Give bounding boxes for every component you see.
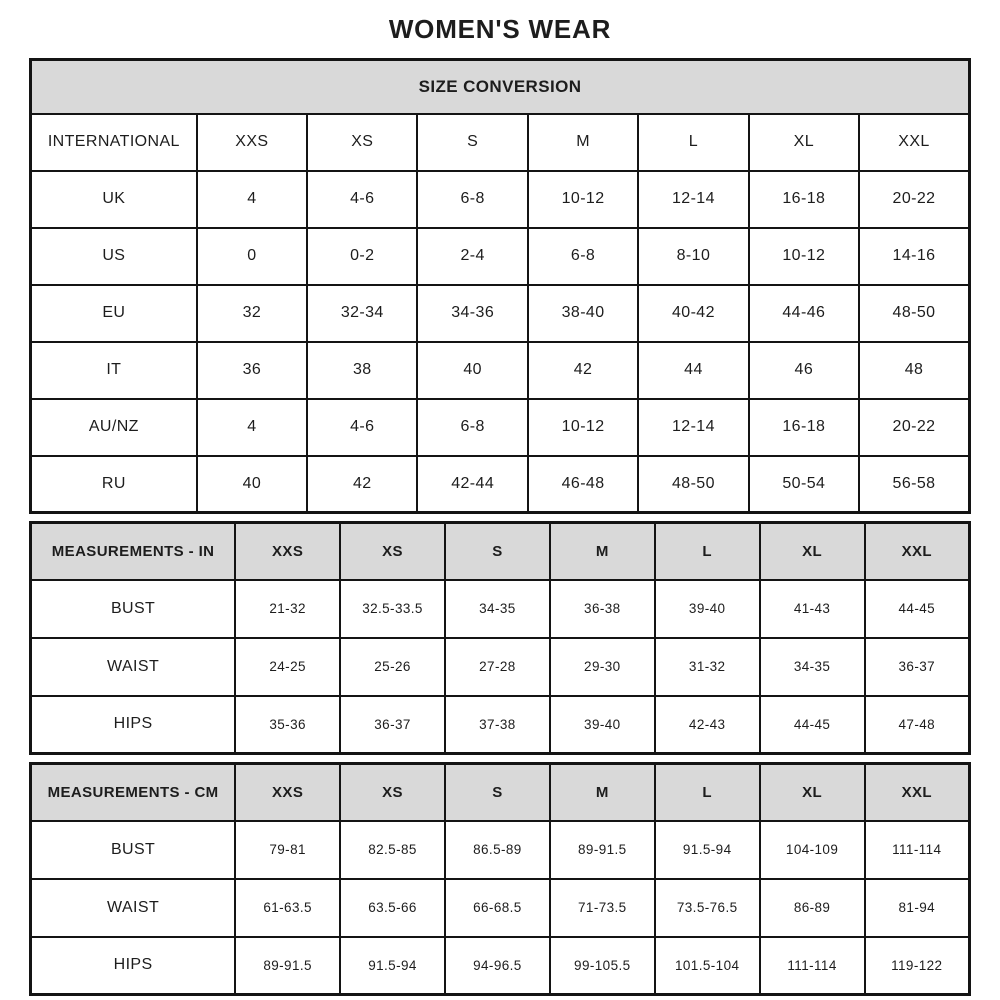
table-row bbox=[31, 821, 970, 879]
value-cell: 10-12 bbox=[528, 171, 638, 228]
value-cell: 42 bbox=[307, 456, 417, 513]
value-cell: 86.5-89 bbox=[445, 821, 550, 879]
value-cell: 16-18 bbox=[749, 399, 859, 456]
row-label: AU/NZ bbox=[31, 399, 197, 456]
value-cell: 2-4 bbox=[417, 228, 527, 285]
value-cell: 89-91.5 bbox=[550, 821, 655, 879]
value-cell: 86-89 bbox=[760, 879, 865, 937]
value-cell: 44-45 bbox=[760, 696, 865, 754]
value-cell: 34-36 bbox=[417, 285, 527, 342]
value-cell: 24-25 bbox=[235, 638, 340, 696]
value-cell: 36-38 bbox=[550, 580, 655, 638]
column-header-label: MEASUREMENTS - CM bbox=[31, 764, 236, 821]
table-header-row bbox=[31, 764, 970, 821]
row-label: RU bbox=[31, 456, 197, 513]
value-cell: 111-114 bbox=[760, 937, 865, 995]
value-cell: 39-40 bbox=[550, 696, 655, 754]
column-header-label: MEASUREMENTS - IN bbox=[31, 523, 236, 580]
column-header-label: INTERNATIONAL bbox=[31, 114, 197, 171]
size-column-header: M bbox=[550, 764, 655, 821]
size-column-header: XL bbox=[749, 114, 859, 171]
table-row bbox=[31, 638, 970, 696]
value-cell: 6-8 bbox=[417, 399, 527, 456]
row-label: BUST bbox=[31, 580, 236, 638]
value-cell: 36-37 bbox=[865, 638, 970, 696]
table-row bbox=[31, 937, 970, 995]
value-cell: 39-40 bbox=[655, 580, 760, 638]
value-cell: 32 bbox=[197, 285, 307, 342]
value-cell: 48-50 bbox=[638, 456, 748, 513]
value-cell: 20-22 bbox=[859, 399, 969, 456]
size-column-header: XXL bbox=[865, 764, 970, 821]
table-header-row bbox=[31, 523, 970, 580]
value-cell: 47-48 bbox=[865, 696, 970, 754]
size-column-header: S bbox=[417, 114, 527, 171]
value-cell: 14-16 bbox=[859, 228, 969, 285]
value-cell: 12-14 bbox=[638, 399, 748, 456]
row-label: WAIST bbox=[31, 638, 236, 696]
value-cell: 101.5-104 bbox=[655, 937, 760, 995]
size-conversion-table bbox=[29, 58, 971, 514]
value-cell: 40-42 bbox=[638, 285, 748, 342]
value-cell: 46 bbox=[749, 342, 859, 399]
value-cell: 119-122 bbox=[865, 937, 970, 995]
row-label: HIPS bbox=[31, 937, 236, 995]
table-row bbox=[31, 342, 970, 399]
table-title: SIZE CONVERSION bbox=[31, 60, 970, 114]
value-cell: 25-26 bbox=[340, 638, 445, 696]
value-cell: 44 bbox=[638, 342, 748, 399]
value-cell: 0 bbox=[197, 228, 307, 285]
value-cell: 42-44 bbox=[417, 456, 527, 513]
value-cell: 10-12 bbox=[528, 399, 638, 456]
value-cell: 32-34 bbox=[307, 285, 417, 342]
value-cell: 71-73.5 bbox=[550, 879, 655, 937]
size-column-header: XXS bbox=[235, 523, 340, 580]
value-cell: 36 bbox=[197, 342, 307, 399]
table-row bbox=[31, 228, 970, 285]
table-row bbox=[31, 285, 970, 342]
measurements-in-table bbox=[29, 521, 971, 755]
table-title-row bbox=[31, 60, 970, 114]
size-column-header: S bbox=[445, 764, 550, 821]
table-row bbox=[31, 879, 970, 937]
value-cell: 82.5-85 bbox=[340, 821, 445, 879]
value-cell: 42 bbox=[528, 342, 638, 399]
table-row bbox=[31, 399, 970, 456]
value-cell: 32.5-33.5 bbox=[340, 580, 445, 638]
value-cell: 6-8 bbox=[528, 228, 638, 285]
size-column-header: M bbox=[550, 523, 655, 580]
table-row bbox=[31, 456, 970, 513]
value-cell: 37-38 bbox=[445, 696, 550, 754]
table-row bbox=[31, 580, 970, 638]
size-column-header: XXS bbox=[235, 764, 340, 821]
value-cell: 0-2 bbox=[307, 228, 417, 285]
value-cell: 111-114 bbox=[865, 821, 970, 879]
value-cell: 38 bbox=[307, 342, 417, 399]
measurements-cm-table bbox=[29, 762, 971, 996]
value-cell: 89-91.5 bbox=[235, 937, 340, 995]
size-column-header: XL bbox=[760, 523, 865, 580]
value-cell: 29-30 bbox=[550, 638, 655, 696]
value-cell: 34-35 bbox=[760, 638, 865, 696]
value-cell: 4-6 bbox=[307, 171, 417, 228]
value-cell: 73.5-76.5 bbox=[655, 879, 760, 937]
value-cell: 10-12 bbox=[749, 228, 859, 285]
size-column-header: XXL bbox=[865, 523, 970, 580]
value-cell: 46-48 bbox=[528, 456, 638, 513]
value-cell: 44-46 bbox=[749, 285, 859, 342]
value-cell: 16-18 bbox=[749, 171, 859, 228]
value-cell: 61-63.5 bbox=[235, 879, 340, 937]
value-cell: 31-32 bbox=[655, 638, 760, 696]
value-cell: 20-22 bbox=[859, 171, 969, 228]
value-cell: 63.5-66 bbox=[340, 879, 445, 937]
size-column-header: L bbox=[655, 764, 760, 821]
value-cell: 48 bbox=[859, 342, 969, 399]
table-row bbox=[31, 171, 970, 228]
size-column-header: XXL bbox=[859, 114, 969, 171]
table-row bbox=[31, 696, 970, 754]
value-cell: 81-94 bbox=[865, 879, 970, 937]
value-cell: 91.5-94 bbox=[340, 937, 445, 995]
value-cell: 41-43 bbox=[760, 580, 865, 638]
value-cell: 42-43 bbox=[655, 696, 760, 754]
value-cell: 21-32 bbox=[235, 580, 340, 638]
value-cell: 40 bbox=[417, 342, 527, 399]
value-cell: 79-81 bbox=[235, 821, 340, 879]
row-label: HIPS bbox=[31, 696, 236, 754]
value-cell: 12-14 bbox=[638, 171, 748, 228]
value-cell: 27-28 bbox=[445, 638, 550, 696]
value-cell: 104-109 bbox=[760, 821, 865, 879]
row-label: EU bbox=[31, 285, 197, 342]
value-cell: 50-54 bbox=[749, 456, 859, 513]
row-label: BUST bbox=[31, 821, 236, 879]
value-cell: 4 bbox=[197, 399, 307, 456]
value-cell: 36-37 bbox=[340, 696, 445, 754]
row-label: US bbox=[31, 228, 197, 285]
table-header-row bbox=[31, 114, 970, 171]
value-cell: 8-10 bbox=[638, 228, 748, 285]
value-cell: 66-68.5 bbox=[445, 879, 550, 937]
page-title: WOMEN'S WEAR bbox=[388, 14, 612, 44]
value-cell: 38-40 bbox=[528, 285, 638, 342]
value-cell: 56-58 bbox=[859, 456, 969, 513]
row-label: UK bbox=[31, 171, 197, 228]
size-column-header: L bbox=[638, 114, 748, 171]
size-column-header: XS bbox=[340, 764, 445, 821]
size-column-header: S bbox=[445, 523, 550, 580]
value-cell: 34-35 bbox=[445, 580, 550, 638]
value-cell: 91.5-94 bbox=[655, 821, 760, 879]
size-column-header: L bbox=[655, 523, 760, 580]
size-column-header: XXS bbox=[197, 114, 307, 171]
value-cell: 35-36 bbox=[235, 696, 340, 754]
size-column-header: M bbox=[528, 114, 638, 171]
value-cell: 4 bbox=[197, 171, 307, 228]
size-column-header: XS bbox=[340, 523, 445, 580]
value-cell: 48-50 bbox=[859, 285, 969, 342]
row-label: IT bbox=[31, 342, 197, 399]
value-cell: 40 bbox=[197, 456, 307, 513]
value-cell: 94-96.5 bbox=[445, 937, 550, 995]
value-cell: 44-45 bbox=[865, 580, 970, 638]
value-cell: 4-6 bbox=[307, 399, 417, 456]
value-cell: 6-8 bbox=[417, 171, 527, 228]
size-column-header: XL bbox=[760, 764, 865, 821]
row-label: WAIST bbox=[31, 879, 236, 937]
value-cell: 99-105.5 bbox=[550, 937, 655, 995]
size-column-header: XS bbox=[307, 114, 417, 171]
